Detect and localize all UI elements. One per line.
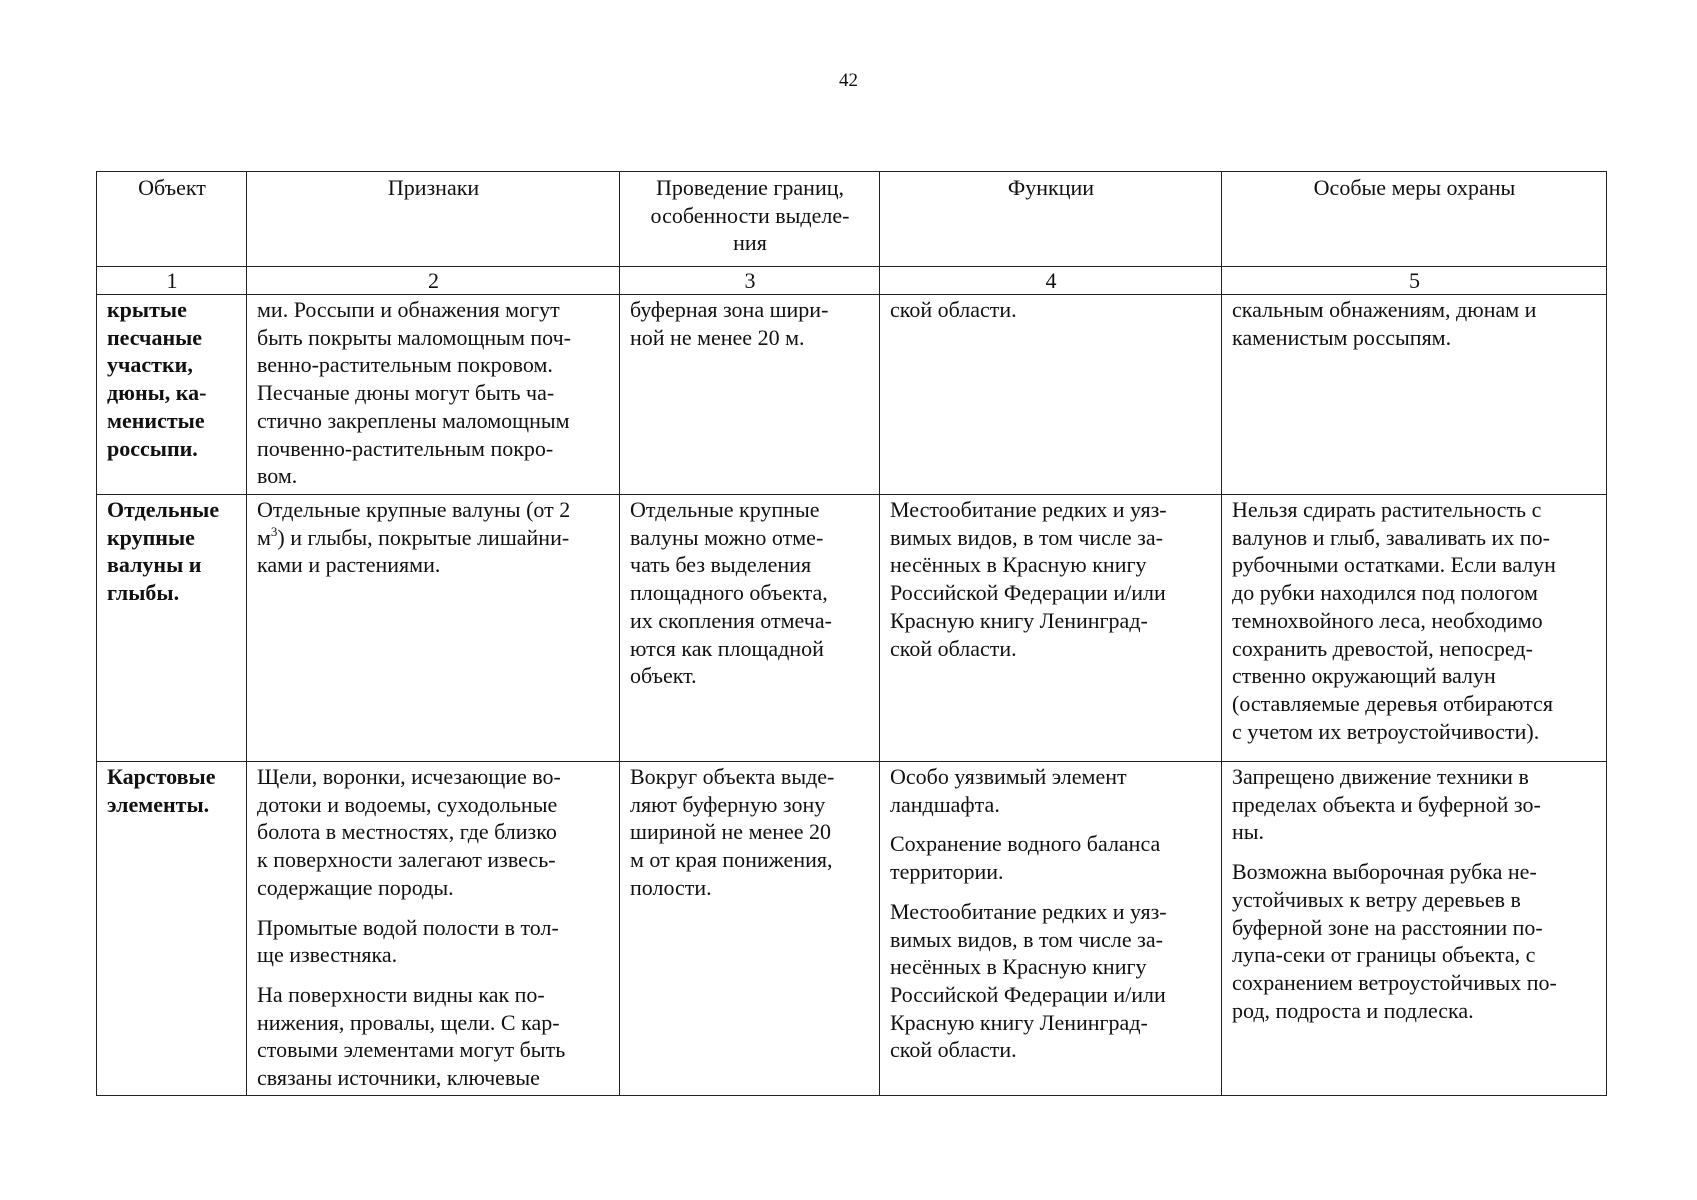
text-line: рубочными остатками. Если валун xyxy=(1232,552,1556,578)
text-line: Особо уязвимый элемент xyxy=(890,764,1127,789)
object-cell xyxy=(97,295,247,495)
text-line: Нельзя сдирать растительность с xyxy=(1232,497,1542,522)
features-text: ) и глыбы, покрытые лишайни- xyxy=(277,524,570,550)
column-number: 2 xyxy=(247,267,620,295)
unit-superscript: 3 xyxy=(270,523,278,539)
paragraph xyxy=(1232,763,1597,846)
text-line: площадного объекта, xyxy=(630,580,828,606)
text-line: дотоки и водоемы, суходольные xyxy=(257,791,558,817)
object-cell xyxy=(97,495,247,762)
paragraph xyxy=(257,981,610,1092)
features-line xyxy=(257,524,610,552)
text-line: чать без выделения xyxy=(630,552,812,578)
paragraph xyxy=(1232,296,1597,351)
text-line: Возможна выборочная рубка не- xyxy=(1232,859,1537,885)
text-line: шириной не менее 20 xyxy=(630,819,832,845)
text-line: нижения, провалы, щели. С кар- xyxy=(257,1009,560,1035)
object-cell xyxy=(97,762,247,1096)
text-line: вом. xyxy=(257,463,298,489)
text-line: несённых в Красную книгу xyxy=(890,954,1147,980)
protection-cell xyxy=(1222,295,1607,495)
text-line: территории. xyxy=(890,859,1004,885)
text-line: валунов и глыб, заваливать их по- xyxy=(1232,524,1550,550)
text-line: На поверхности видны как по- xyxy=(257,981,545,1007)
text-line: (оставляемые деревья отбираются xyxy=(1232,690,1553,716)
text-line: содержащие породы. xyxy=(257,874,454,900)
paragraph xyxy=(630,296,870,351)
text-line: ственно окружающий валун xyxy=(1232,663,1496,689)
header-row xyxy=(97,172,1607,267)
text-line: Местообитание редких и уяз- xyxy=(890,898,1167,924)
text-line: стовыми элементами могут быть xyxy=(257,1037,566,1063)
paragraph xyxy=(630,496,870,690)
table-row xyxy=(97,495,1607,762)
text-line: скальным обнажениям, дюнам и xyxy=(1232,297,1537,322)
text-line: буферной зоне на расстоянии по- xyxy=(1232,914,1543,940)
unit-m: м xyxy=(257,524,271,550)
text-line: вимых видов, в том числе за- xyxy=(890,926,1163,952)
text-line: ландшафта. xyxy=(890,791,1000,817)
text-line: валуны и xyxy=(107,552,202,578)
text-line: крупные xyxy=(107,524,195,550)
header-object xyxy=(97,172,247,267)
features-cell xyxy=(247,495,620,762)
text-line: буферная зона шири- xyxy=(630,297,829,322)
page-number: 42 xyxy=(839,70,858,91)
text-line: венно-растительным покровом. xyxy=(257,352,553,378)
paragraph xyxy=(630,763,870,902)
text-line: с учетом их ветроустойчивости). xyxy=(1232,718,1540,744)
text-line: Красную книгу Ленинград- xyxy=(890,607,1148,633)
text-line: несённых в Красную книгу xyxy=(890,552,1147,578)
text-line: болота в местностях, где близко xyxy=(257,819,557,845)
functions-cell xyxy=(880,495,1222,762)
header-features xyxy=(247,172,620,267)
text-line: до рубки находился под пологом xyxy=(1232,580,1538,606)
text-line: ляют буферную зону xyxy=(630,791,826,817)
text-line: Проведение границ, xyxy=(656,175,844,200)
text-line: Российской Федерации и/или xyxy=(890,580,1166,606)
column-number-row xyxy=(97,267,1607,295)
text-line: глыбы. xyxy=(107,580,180,606)
text-line: дюны, ка- xyxy=(107,380,207,406)
text-line: Отдельные крупные xyxy=(630,497,820,522)
text-line: Объект xyxy=(138,175,206,200)
text-line: ской области. xyxy=(890,297,1017,322)
text-line: Сохранение водного баланса xyxy=(890,831,1161,857)
text-line: пределах объекта и буферной зо- xyxy=(1232,791,1541,817)
text-line: сохранением ветроустойчивых по- xyxy=(1232,969,1557,995)
text-line: Красную книгу Ленинград- xyxy=(890,1009,1148,1035)
text-line: Особые меры охраны xyxy=(1313,175,1516,200)
text-line: Щели, воронки, исчезающие во- xyxy=(257,764,561,789)
text-line: их скопления отмеча- xyxy=(630,607,832,633)
text-line: ния xyxy=(733,230,767,256)
text-line: м от края понижения, xyxy=(630,847,833,873)
text-line: ны. xyxy=(1232,819,1265,845)
paragraph xyxy=(890,763,1212,818)
text-line: особенности выделе- xyxy=(650,202,850,228)
protection-cell xyxy=(1222,495,1607,762)
features-rest xyxy=(257,551,610,579)
text-line: объект. xyxy=(630,663,697,689)
text-line: ми. Россыпи и обнажения могут xyxy=(257,297,560,322)
functions-cell xyxy=(880,295,1222,495)
paragraph xyxy=(1232,496,1597,745)
text-line: род, подроста и подлеска. xyxy=(1232,997,1474,1023)
paragraph xyxy=(890,496,1212,662)
text-line: валуны можно отме- xyxy=(630,524,824,550)
paragraph xyxy=(1232,858,1597,1024)
text-line: песчаные xyxy=(107,324,203,350)
borders-cell xyxy=(620,495,880,762)
text-line: Отдельные xyxy=(107,497,220,522)
column-number: 1 xyxy=(97,267,247,295)
text-line: к поверхности залегают извесь- xyxy=(257,847,556,873)
text-line: стично закреплены маломощным xyxy=(257,407,570,433)
borders-cell xyxy=(620,762,880,1096)
text-line: россыпи. xyxy=(107,435,198,461)
text-line: быть покрыты маломощным поч- xyxy=(257,324,571,350)
text-line: ками и растениями. xyxy=(257,552,441,578)
text-line: Местообитание редких и уяз- xyxy=(890,497,1167,522)
text-line: Карстовые xyxy=(107,764,216,789)
paragraph xyxy=(890,296,1212,324)
functions-cell xyxy=(880,762,1222,1096)
column-number: 5 xyxy=(1222,267,1607,295)
paragraph xyxy=(257,296,610,490)
header-borders xyxy=(620,172,880,267)
features-line: Отдельные крупные валуны (от 2 xyxy=(257,497,571,522)
text-line: ной не менее 20 м. xyxy=(630,324,805,350)
text-line: полости. xyxy=(630,874,712,900)
table-row xyxy=(97,762,1607,1096)
column-number: 3 xyxy=(620,267,880,295)
text-line: почвенно-растительным покро- xyxy=(257,435,554,461)
text-line: сохранить древостой, непосред- xyxy=(1232,635,1533,661)
borders-cell xyxy=(620,295,880,495)
column-number: 4 xyxy=(880,267,1222,295)
text-line: Признаки xyxy=(387,175,480,200)
features-cell xyxy=(247,762,620,1096)
text-line: каменистым россыпям. xyxy=(1232,324,1452,350)
features-cell xyxy=(247,295,620,495)
text-line: Вокруг объекта выде- xyxy=(630,764,835,789)
text-line: участки, xyxy=(107,352,193,378)
text-line: лупа-секи от границы объекта, с xyxy=(1232,942,1536,968)
text-line: темнохвойного леса, необходимо xyxy=(1232,607,1543,633)
header-protection xyxy=(1222,172,1607,267)
text-line: элементы. xyxy=(107,791,210,817)
paragraph xyxy=(257,914,610,969)
text-line: Функции xyxy=(1007,175,1095,200)
text-line: Запрещено движение техники в xyxy=(1232,764,1529,789)
text-line: ской области. xyxy=(890,1037,1017,1063)
protection-table xyxy=(96,171,1607,1096)
text-line: крытые xyxy=(107,297,187,322)
protection-cell xyxy=(1222,762,1607,1096)
text-line: Российской Федерации и/или xyxy=(890,981,1166,1007)
text-line: вимых видов, в том числе за- xyxy=(890,524,1163,550)
text-line: Промытые водой полости в тол- xyxy=(257,914,559,940)
text-line: менистые xyxy=(107,407,205,433)
text-line: ской области. xyxy=(890,635,1017,661)
paragraph xyxy=(890,830,1212,885)
text-line: устойчивых к ветру деревьев в xyxy=(1232,886,1521,912)
text-line: ются как площадной xyxy=(630,635,824,661)
text-line: связаны источники, ключевые xyxy=(257,1065,540,1091)
text-line: ще известняка. xyxy=(257,942,398,968)
paragraph xyxy=(890,898,1212,1064)
paragraph xyxy=(257,763,610,902)
text-line: Песчаные дюны могут быть ча- xyxy=(257,380,555,406)
header-functions xyxy=(880,172,1222,267)
table-row xyxy=(97,295,1607,495)
